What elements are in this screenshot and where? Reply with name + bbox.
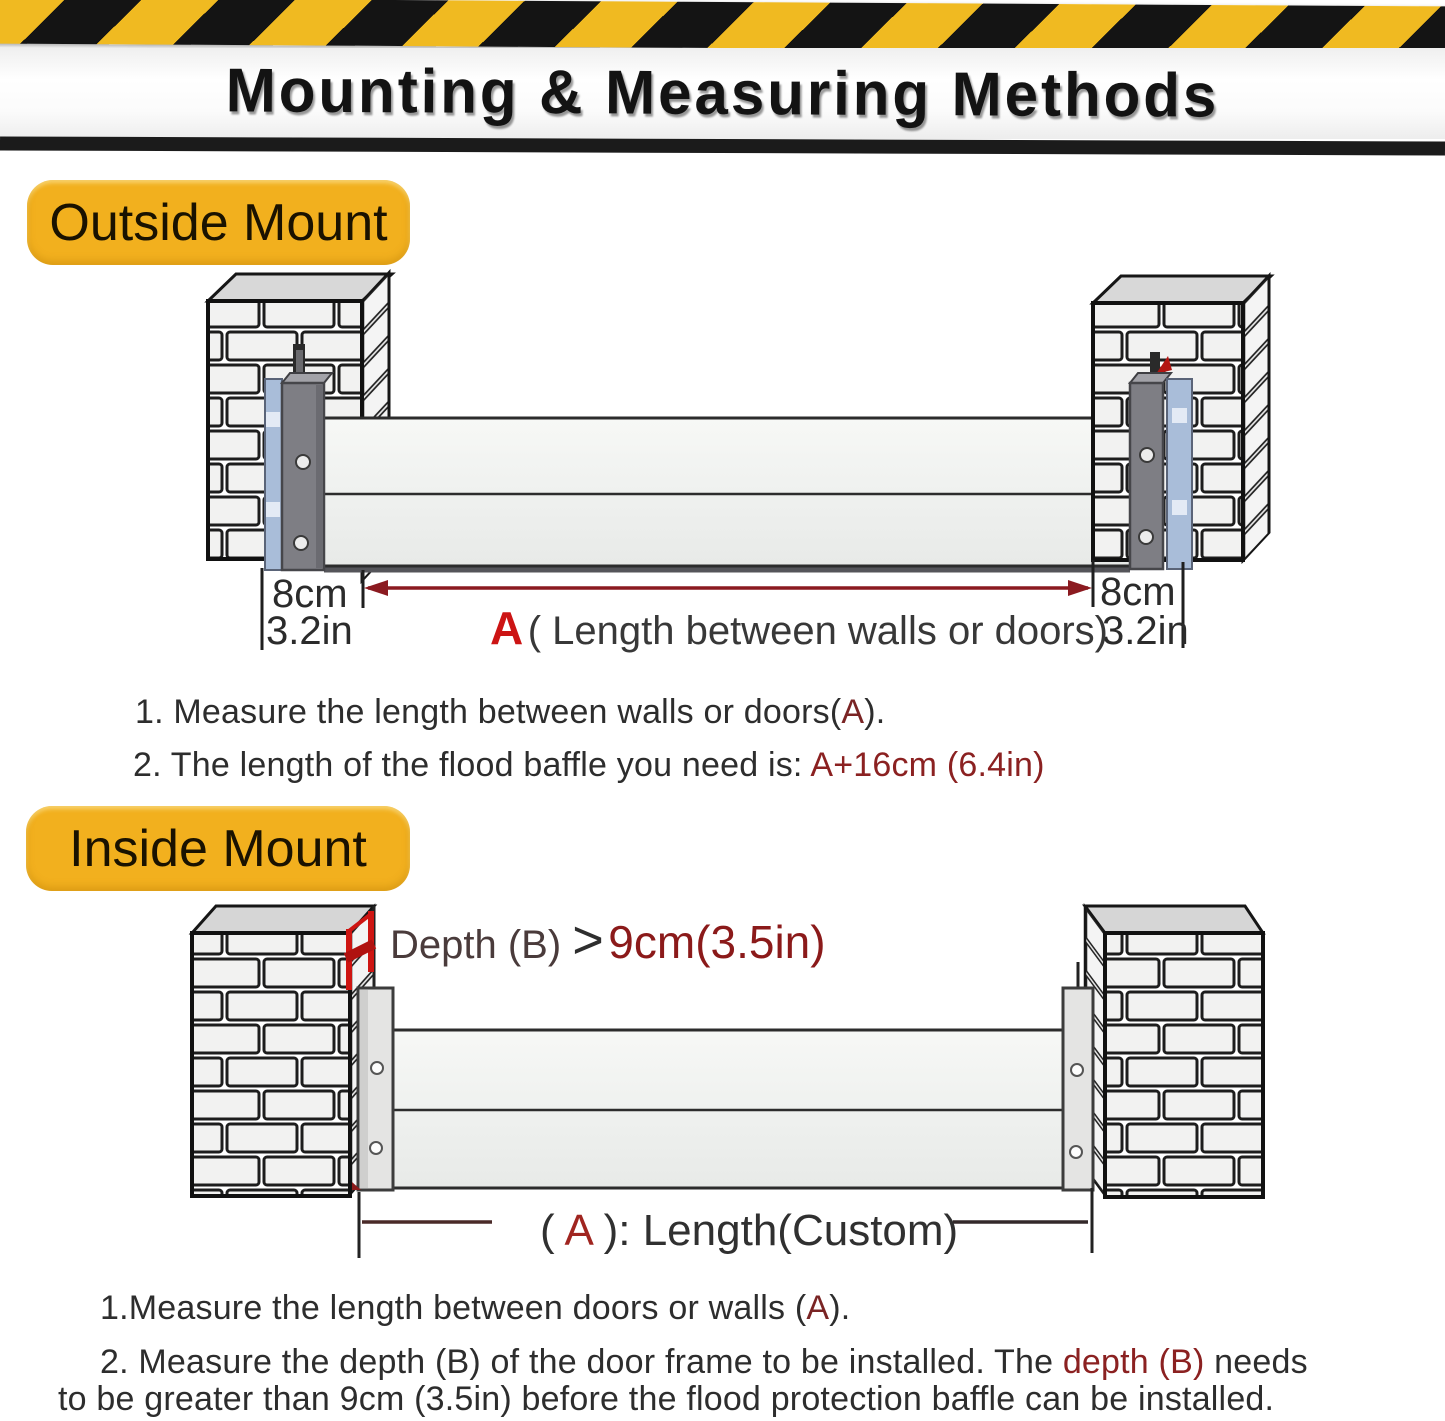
right-mounting-channel <box>1130 352 1192 569</box>
arrowhead-right <box>1068 580 1092 596</box>
dimension-a-custom <box>359 1188 1092 1258</box>
screw-hole <box>1140 448 1154 462</box>
screw-hole <box>370 1142 382 1154</box>
flood-barrier-panels <box>388 1030 1065 1188</box>
arrowhead-left <box>364 580 388 596</box>
screw-hole <box>296 455 310 469</box>
page-title: Mounting & Measuring Methods <box>225 56 1220 131</box>
flood-barrier-panels <box>318 418 1136 570</box>
right-brick-pillar <box>1085 906 1263 1197</box>
outside-step-2: 2. The length of the flood baffle you need is: A+16cm (6.4in) <box>133 746 1045 784</box>
gap-right-cm: 8cm <box>1100 570 1176 614</box>
inside-mount-label: Inside Mount <box>69 819 367 878</box>
screw-hole <box>1139 530 1153 544</box>
title-band <box>0 48 1445 139</box>
inside-step-1: 1.Measure the length between doors or walls (A). <box>100 1289 851 1327</box>
screw-hole <box>371 1062 383 1074</box>
dimension-a-label: A ( Length between walls or doors) <box>490 602 1108 654</box>
gap-left-in: 3.2in <box>266 609 353 653</box>
gap-left-cm: 8cm <box>272 572 348 616</box>
left-mounting-channel <box>352 988 393 1190</box>
inside-step-2-line-1: 2. Measure the depth (B) of the door frame to be installed. The depth (B) needs <box>100 1343 1308 1381</box>
screw-hole <box>294 536 308 550</box>
gap-right-in: 3.2in <box>1102 609 1189 653</box>
outside-mount-label: Outside Mount <box>49 193 388 252</box>
inside-mount-diagram <box>0 895 1445 1275</box>
outside-mount-diagram <box>0 265 1445 670</box>
depth-b-annotation: Depth (B) > 9cm(3.5in) <box>390 910 826 970</box>
right-mounting-channel <box>1063 962 1093 1190</box>
screw-hole <box>1070 1146 1082 1158</box>
dimension-a <box>262 560 1189 654</box>
inside-mount-badge <box>26 806 410 891</box>
outside-step-1: 1. Measure the length between walls or doors(A). <box>135 693 886 731</box>
inside-step-2-line-2: to be greater than 9cm (3.5in) before the flood protection baffle can be installed. <box>58 1380 1275 1418</box>
screw-hole <box>1071 1064 1083 1076</box>
length-custom-label: ( A ): Length(Custom) <box>540 1206 959 1255</box>
outside-mount-badge <box>27 180 410 265</box>
